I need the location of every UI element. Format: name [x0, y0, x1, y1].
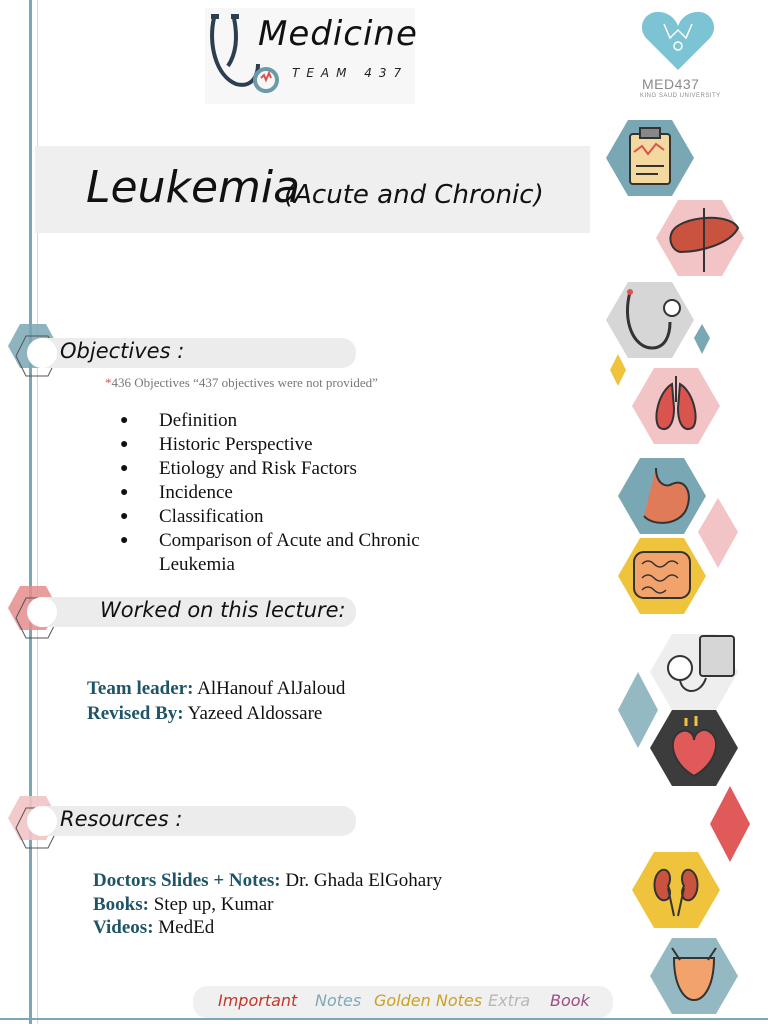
legend-important: Important: [218, 991, 298, 1010]
pink-diamond-shape: [698, 498, 738, 568]
med437-logo-subtext: KING SAUD UNIVERSITY: [640, 93, 721, 99]
organ-icons-column: [600, 112, 760, 1024]
objectives-heading: Objectives :: [60, 339, 185, 363]
lungs-icon: [632, 368, 720, 444]
worked-header-circle: [27, 597, 57, 627]
doctors-slides-label: Doctors Slides + Notes:: [93, 870, 281, 891]
med437-logo-text: MED437: [642, 76, 700, 92]
legend-book: Book: [550, 991, 590, 1010]
videos-line: [93, 915, 214, 940]
objectives-note-text: 436 Objectives “437 objectives were not provided”: [111, 375, 378, 390]
revised-by-label: Revised By:: [87, 703, 184, 724]
stethoscope-icon: [606, 282, 694, 358]
worked-heading: Worked on this lecture:: [100, 598, 346, 622]
bladder-icon: [650, 938, 738, 1014]
objectives-list: [120, 409, 479, 577]
liver-icon: [656, 200, 744, 276]
videos-value: MedEd: [158, 917, 215, 938]
yellow-diamond-shape: [610, 354, 626, 386]
books-label: Books:: [93, 894, 149, 915]
doctors-slides-value: Dr. Ghada ElGohary: [285, 870, 443, 891]
list-item: ● Historic Perspective: [120, 433, 479, 457]
legend-golden-notes: Golden Notes: [374, 991, 483, 1010]
intestines-icon: [618, 538, 706, 614]
list-item: ● Etiology and Risk Factors: [120, 457, 479, 481]
team-leader-name: AlHanouf AlJaloud: [197, 678, 346, 699]
legend-notes: Notes: [315, 991, 362, 1010]
bottom-rule: [0, 1018, 768, 1020]
revised-by-name: Yazeed Aldossare: [187, 703, 323, 724]
doctors-slides-line: [93, 868, 442, 893]
resources-header-circle: [27, 806, 57, 836]
teal-diamond-shape: [694, 324, 710, 354]
teal-diamond-shape: [618, 672, 658, 748]
clipboard-icon: [606, 120, 694, 196]
legend-extra: Extra: [488, 991, 531, 1010]
team-leader-label: Team leader:: [87, 678, 194, 699]
logo-subtitle: TEAM 437: [292, 66, 409, 80]
kidneys-icon: [632, 852, 720, 928]
list-item: ● Definition: [120, 409, 479, 433]
page-subtitle: (Acute and Chronic): [284, 180, 544, 210]
team-leader-line: [87, 676, 345, 701]
red-diamond-shape: [710, 786, 750, 862]
logo-title: Medicine: [258, 14, 418, 54]
list-item: ● Classification: [120, 505, 479, 529]
list-item: ● Comparison of Acute and Chronic Leukemia: [120, 529, 479, 577]
objectives-note-star: *: [105, 375, 112, 390]
revised-by-line: [87, 701, 322, 726]
books-line: [93, 892, 274, 917]
resources-heading: Resources :: [60, 807, 183, 831]
stomach-icon: [618, 458, 706, 534]
med437-heart-logo-icon: [640, 8, 716, 74]
blood-pressure-icon: [650, 634, 738, 710]
videos-label: Videos:: [93, 917, 154, 938]
page-title: Leukemia: [86, 162, 301, 213]
books-value: Step up, Kumar: [153, 894, 274, 915]
objectives-header-circle: [27, 338, 57, 368]
left-vertical-rule: [29, 0, 32, 1024]
list-item: ● Incidence: [120, 481, 479, 505]
heart-icon: [650, 710, 738, 786]
objectives-note: [105, 375, 378, 391]
